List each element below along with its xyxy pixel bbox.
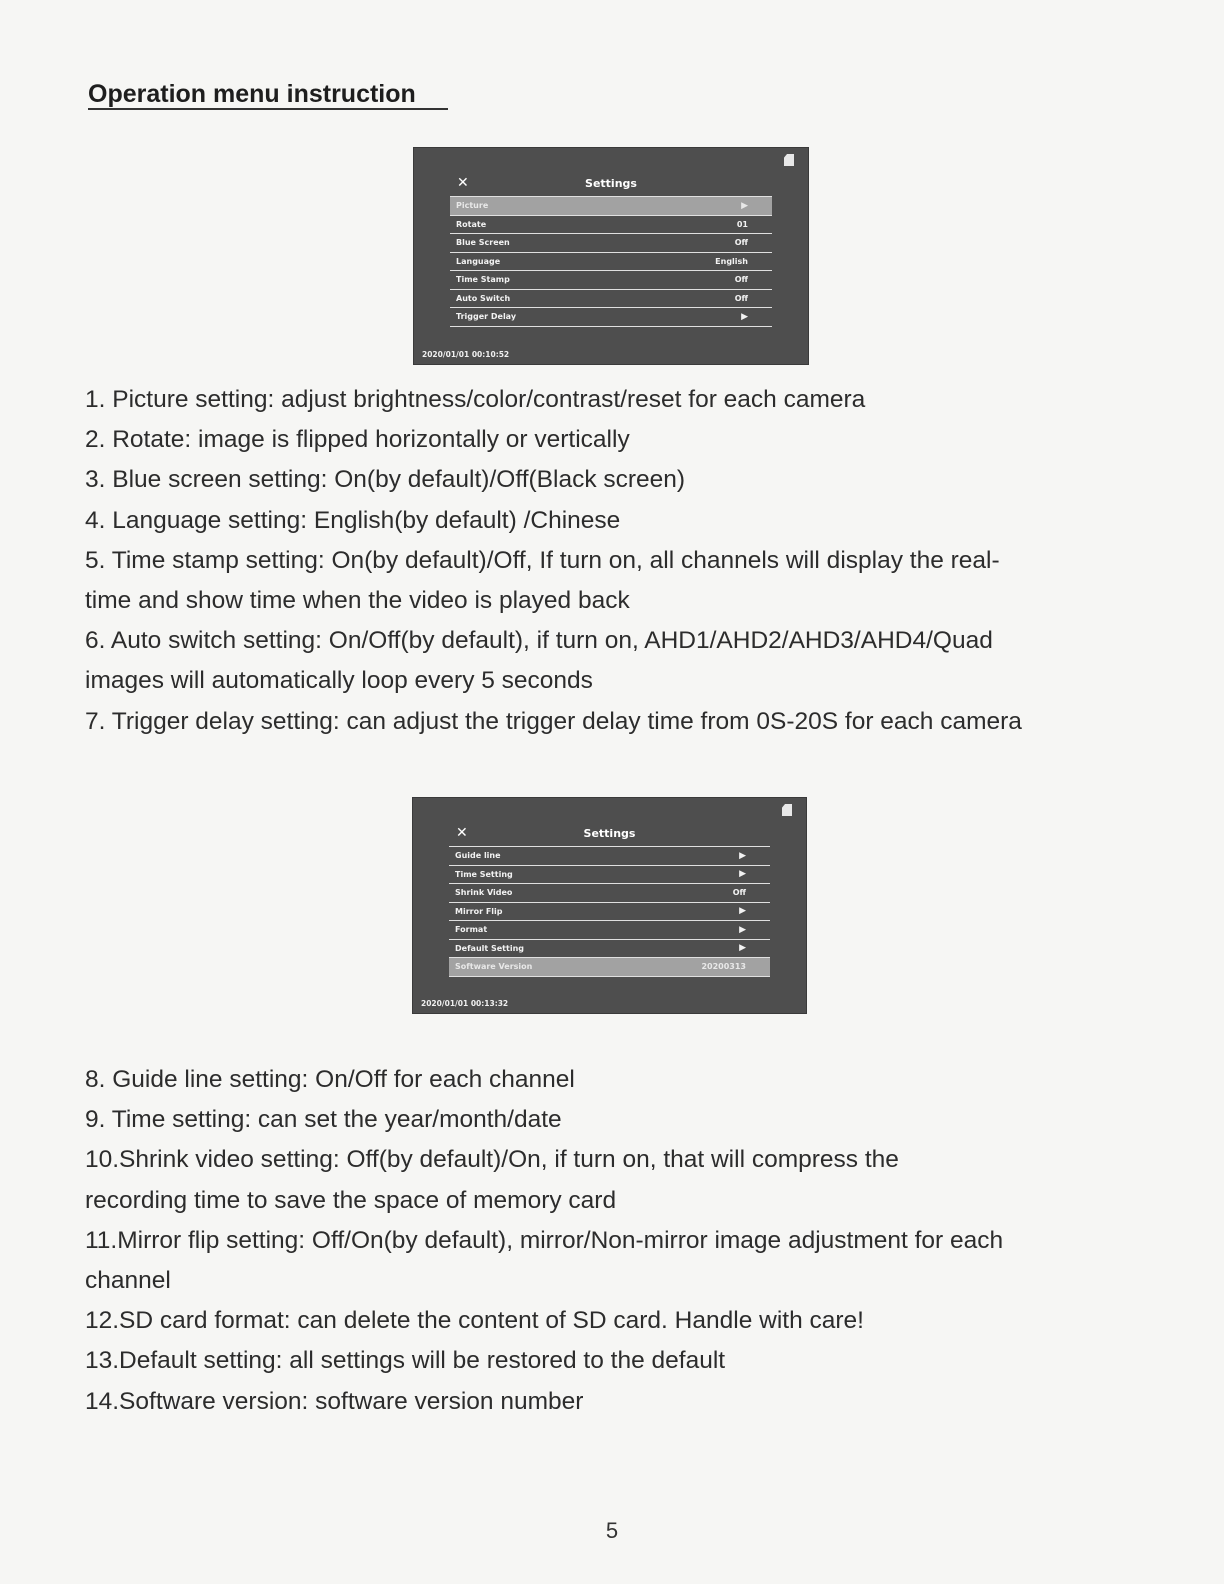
menu-header [450, 175, 772, 193]
row-label: Blue Screen [456, 238, 510, 248]
arrow-right-icon: ▶ [741, 200, 748, 211]
sd-card-icon [784, 154, 794, 166]
row-value: Off [734, 293, 748, 303]
row-label: Time Stamp [456, 275, 510, 285]
list-item: 1. Picture setting: adjust brightness/color/contrast/reset for each camera [85, 386, 866, 413]
instruction-list-1 [85, 380, 1125, 742]
menu-row-shrink-video[interactable] [449, 884, 770, 903]
settings-menu-list [449, 846, 770, 977]
tools-icon: ✕ [457, 175, 469, 191]
settings-menu-list [450, 196, 772, 327]
menu-row-default-setting[interactable] [449, 940, 770, 959]
list-item: 9. Time setting: can set the year/month/date [85, 1106, 562, 1134]
list-item: 5. Time stamp setting: On(by default)/Off, If turn on, all channels will display the real-time and show time when the video is played back [85, 546, 1000, 615]
tools-icon: ✕ [456, 825, 468, 841]
list-item: 13.Default setting: all settings will be restored to the default [85, 1347, 726, 1375]
list-item: 11.Mirror flip setting: Off/On(by default), mirror/Non-mirror image adjustment for each channel [85, 1226, 1004, 1295]
row-label: Language [456, 256, 501, 266]
menu-row-format[interactable] [449, 921, 770, 940]
arrow-right-icon: ▶ [739, 924, 746, 935]
list-item: 3. Blue screen setting: On(by default)/Off(Black screen) [85, 466, 686, 494]
menu-header [449, 825, 770, 843]
arrow-right-icon: ▶ [739, 906, 746, 917]
menu-row-guide-line[interactable] [449, 847, 770, 866]
page-heading: Operation menu instruction [88, 80, 448, 110]
settings-screen-1 [413, 147, 809, 365]
menu-row-rotate[interactable] [450, 216, 772, 235]
menu-title: Settings [585, 177, 637, 190]
menu-row-picture[interactable] [450, 197, 772, 216]
list-item: 12.SD card format: can delete the content of SD card. Handle with care! [85, 1307, 864, 1335]
instruction-list-2 [85, 1060, 1125, 1422]
menu-row-mirror-flip[interactable] [449, 903, 770, 922]
sd-card-icon [782, 804, 792, 816]
row-label: Format [455, 925, 488, 935]
arrow-right-icon: ▶ [739, 943, 746, 954]
menu-row-language[interactable] [450, 253, 772, 272]
page-number: 5 [605, 1518, 619, 1543]
arrow-right-icon: ▶ [739, 850, 746, 861]
menu-title: Settings [583, 827, 636, 840]
row-label: Default Setting [455, 943, 524, 953]
list-item: 6. Auto switch setting: On/Off(by default), if turn on, AHD1/AHD2/AHD3/AHD4/Quad images will automatically loop every 5 seconds [85, 627, 993, 695]
list-item: 14.Software version: software version number [85, 1387, 584, 1415]
row-value: Off [734, 275, 748, 285]
settings-screen-2 [412, 797, 807, 1014]
menu-row-time-stamp[interactable] [450, 271, 772, 290]
list-item: 7. Trigger delay setting: can adjust the trigger delay time from 0S-20S for each camera [85, 707, 1022, 735]
list-item: 2. Rotate: image is flipped horizontally or vertically [85, 426, 630, 454]
row-label: Guide line [455, 851, 501, 861]
menu-row-auto-switch[interactable] [450, 290, 772, 309]
row-label: Picture [456, 201, 489, 211]
row-label: Rotate [456, 219, 487, 229]
row-value: English [715, 256, 748, 266]
row-label: Software Version [455, 962, 533, 972]
menu-row-trigger-delay[interactable] [450, 308, 772, 327]
arrow-right-icon: ▶ [741, 311, 748, 322]
menu-row-blue-screen[interactable] [450, 234, 772, 253]
menu-row-time-setting[interactable] [449, 866, 770, 885]
list-item: 4. Language setting: English(by default) /Chinese [85, 506, 621, 534]
list-item: 8. Guide line setting: On/Off for each channel [85, 1066, 575, 1093]
menu-row-software-version[interactable] [449, 958, 770, 977]
list-item: 10.Shrink video setting: Off(by default)/On, if turn on, that will compress the recording time to save the space of memory card [85, 1146, 899, 1214]
row-label: Auto Switch [456, 293, 511, 303]
row-label: Mirror Flip [455, 906, 503, 916]
row-value: Off [734, 238, 748, 248]
row-value: 01 [736, 219, 748, 229]
row-label: Trigger Delay [456, 312, 517, 322]
screen-timestamp: 2020/01/01 00:10:52 [422, 350, 510, 359]
screen-timestamp: 2020/01/01 00:13:32 [421, 999, 509, 1008]
row-value: Off [732, 888, 746, 898]
row-value: 20200313 [701, 962, 746, 972]
row-label: Shrink Video [455, 888, 513, 898]
row-label: Time Setting [455, 869, 513, 879]
arrow-right-icon: ▶ [739, 869, 746, 880]
